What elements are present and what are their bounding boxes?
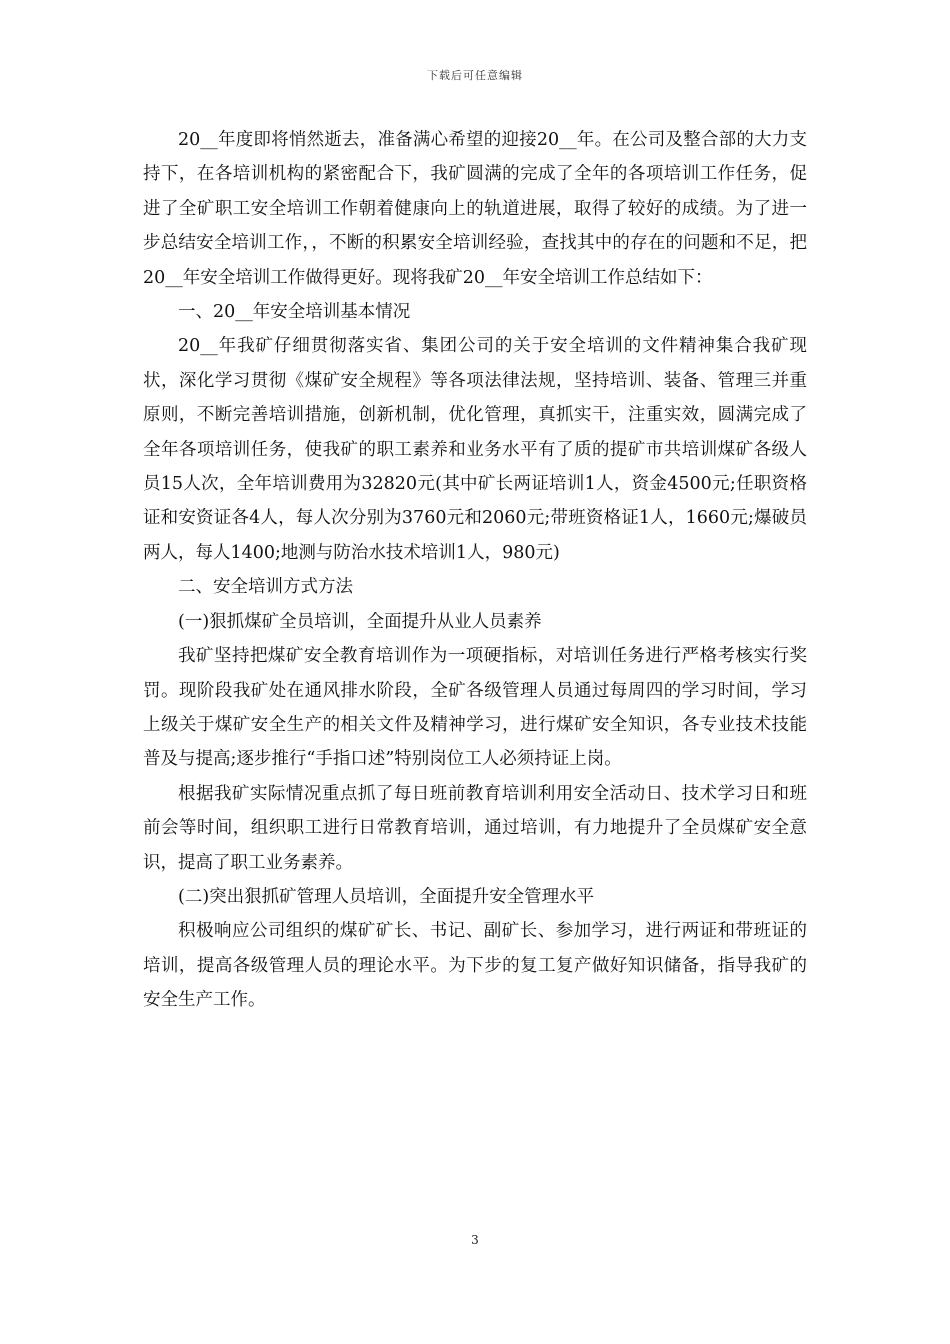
subsection-1-paragraph-2: 根据我矿实际情况重点抓了每日班前教育培训利用安全活动日、技术学习日和班前会等时间，组织职工进行日常教育培训，通过培训，有力地提升了全员煤矿安全意识，提高了职工业务素养。 xyxy=(143,783,807,873)
subsection-1-paragraph-1: 我矿坚持把煤矿安全教育培训作为一项硬指标，对培训任务进行严格考核实行奖罚。现阶段我矿处在通风排水阶段，全矿各级管理人员通过每周四的学习时间，学习上级关于煤矿安全生产的相关文件及精神学习，进行煤矿安全知识，各专业技术技能普及与提高;逐步推行“手指口述”特别岗位工人必须持证上岗。 xyxy=(143,646,807,770)
section-heading-2: 二、安全培训方式方法 xyxy=(178,577,353,598)
page-number: 3 xyxy=(471,1233,479,1247)
section-heading-1: 一、20__年安全培训基本情况 xyxy=(178,302,411,323)
intro-paragraph: 20__年度即将悄然逝去，准备满心希望的迎接20__年。在公司及整合部的大力支持下，在各培训机构的紧密配合下，我矿圆满的完成了全年的各项培训工作任务，促进了全矿职工安全培训工作朝着健康向上的轨道进展，取得了较好的成绩。为了进一步总结安全培训工作，，不断的积累安全培训经验，查找其中的存在的问题和不足，把20__年安全培训工作做得更好。现将我矿20__年安全培训工作总结如下： xyxy=(143,130,807,288)
section-1-paragraph: 20__年我矿仔细贯彻落实省、集团公司的关于安全培训的文件精神集合我矿现状，深化学习贯彻《煤矿安全规程》等各项法律法规，坚持培训、装备、管理三并重原则，不断完善培训措施，创新机制，优化管理，真抓实干，注重实效，圆满完成了全年各项培训任务，使我矿的职工素养和业务水平有了质的提矿市共培训煤矿各级人员15人次，全年培训费用为32820元(其中矿长两证培训1人，资金4500元;任职资格证和安资证各4人，每人次分别为3760元和2060元;带班资格证1人，1660元;爆破员两人，每人1400;地测与防治水技术培训1人，980元) xyxy=(143,336,807,563)
subsection-heading-2: (二)突出狠抓矿管理人员培训，全面提升安全管理水平 xyxy=(178,886,595,907)
header-note: 下载后可任意编辑 xyxy=(427,69,523,82)
document-body xyxy=(143,123,807,1018)
subsection-heading-1: (一)狠抓煤矿全员培训，全面提升从业人员素养 xyxy=(178,611,542,632)
subsection-2-paragraph: 积极响应公司组织的煤矿矿长、书记、副矿长、参加学习，进行两证和带班证的培训，提高各级管理人员的理论水平。为下步的复工复产做好知识储备，指导我矿的安全生产工作。 xyxy=(143,921,807,1011)
